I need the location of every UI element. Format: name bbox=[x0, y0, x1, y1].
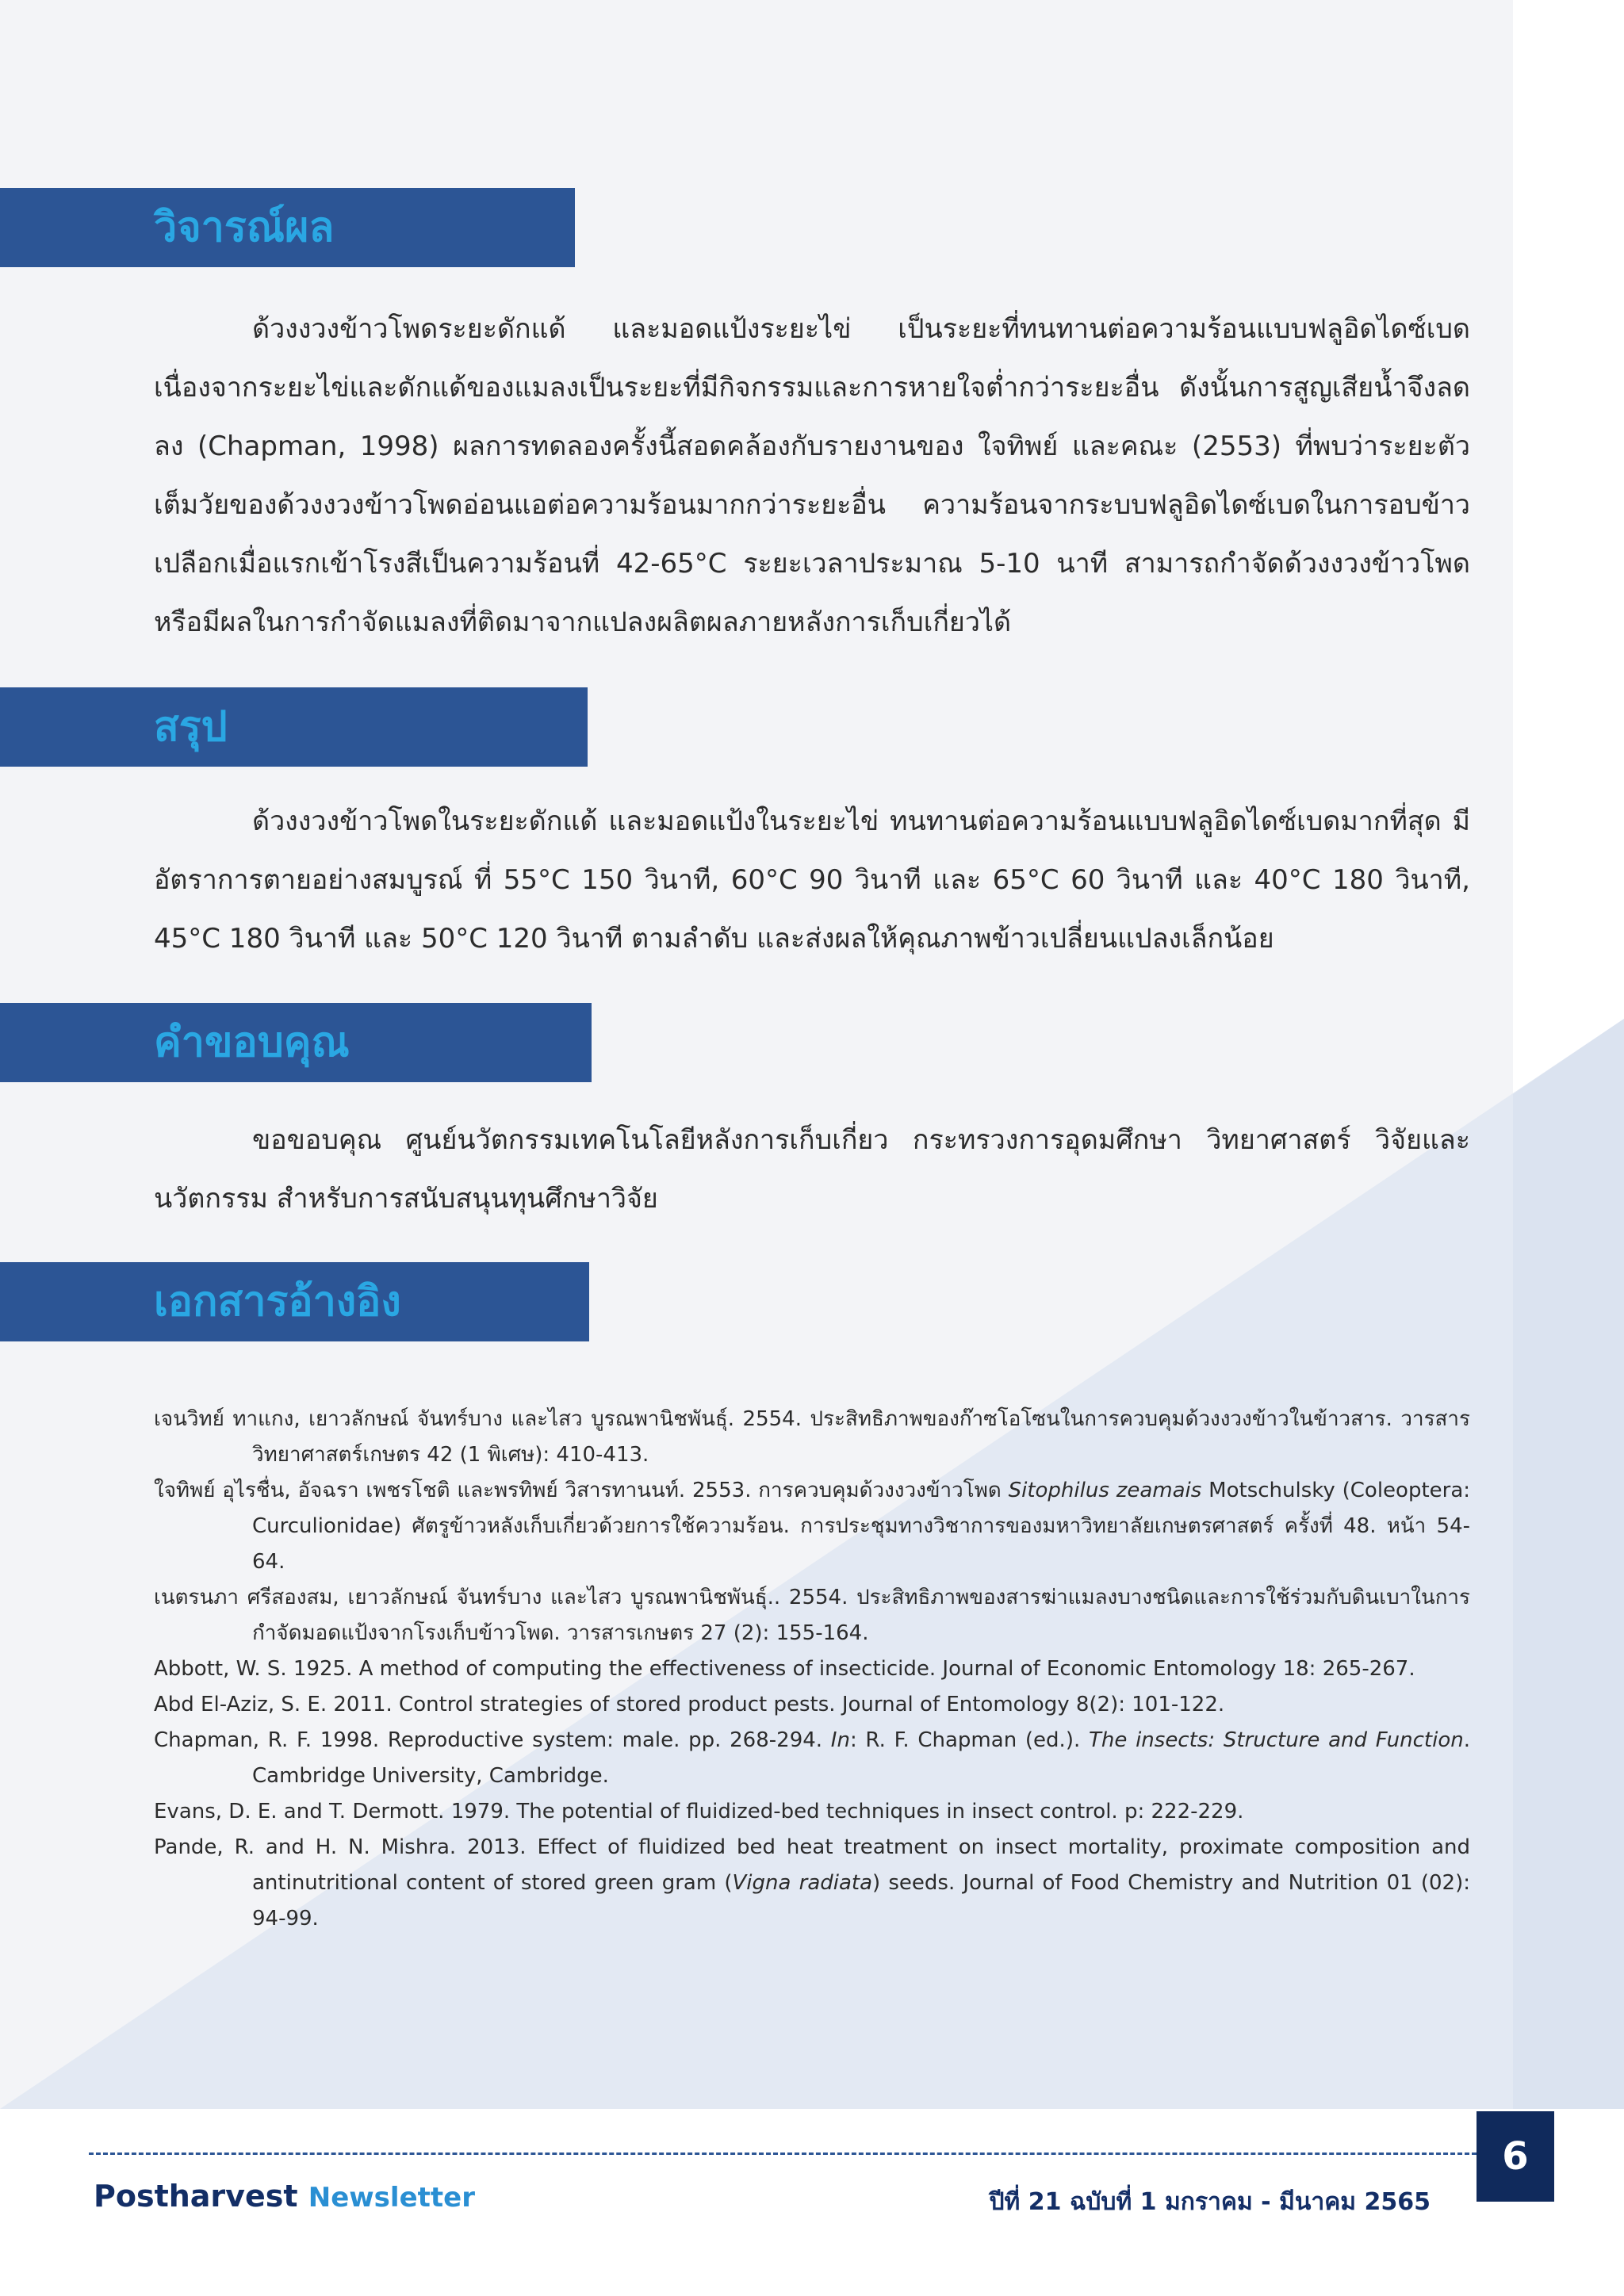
discussion-text: ด้วงงวงข้าวโพดระยะดักแด้ และมอดแป้งระยะไข่ เป็นระยะที่ทนทานต่อความร้อนแบบฟลูอิดไดซ์เบด เนื่องจากระยะไข่และดักแด้ของแมลงเป็นระยะที่มีกิจกรรมและการหายใจต่ำกว่าระยะอื่น ดังนั้นการสูญเสียน้ำจึงลดลง (Chapman, 1998) ผลการทดลองครั้งนี้สอดคล้องกับรายงานของ ใจทิพย์ และคณะ (2553) ที่พบว่าระยะตัวเต็มวัยของด้วงงวงข้าวโพดอ่อนแอต่อความร้อนมากกว่าระยะอื่น ความร้อนจากระบบฟลูอิดไดซ์เบดในการอบข้าวเปลือกเมื่อแรกเข้าโรงสีเป็นความร้อนที่ 42-65°C ระยะเวลาประมาณ 5-10 นาที สามารถกำจัดด้วงงวงข้าวโพดหรือมีผลในการกำจัดแมลงที่ติดมาจากแปลงผลิตผลภายหลังการเก็บเกี่ยวได้ bbox=[154, 313, 1470, 638]
section-bar-references bbox=[0, 1262, 589, 1341]
brand-main: Postharvest bbox=[94, 2179, 298, 2214]
issue-info: ปีที่ 21 ฉบับที่ 1 มกราคม - มีนาคม 2565 bbox=[989, 2188, 1431, 2216]
acknowledgement-paragraph bbox=[154, 1111, 1470, 1228]
newsletter-brand bbox=[94, 2179, 475, 2214]
reference-item: Chapman, R. F. 1998. Reproductive system: male. pp. 268-294. In: R. F. Chapman (ed.). The insects: Structure and Function. Cambridge University, Cambridge. bbox=[154, 1728, 1470, 1788]
section-title-acknowledgement: คำขอบคุณ bbox=[154, 1019, 350, 1066]
reference-item: Pande, R. and H. N. Mishra. 2013. Effect of fluidized bed heat treatment on insect mortality, proximate composition and antinutritional content of stored green gram (Vigna radiata) seeds. Journal of Food Chemistry and Nutrition 01 (02): 94-99. bbox=[154, 1835, 1470, 1931]
brand-sub: Newsletter bbox=[308, 2182, 475, 2214]
discussion-paragraph bbox=[154, 300, 1470, 652]
footer-divider bbox=[89, 2152, 1477, 2155]
reference-item: ใจทิพย์ อุไรชื่น, อัจฉรา เพชรโชติ และพรทิพย์ วิสารทานนท์. 2553. การควบคุมด้วงงวงข้าวโพด Sitophilus zeamais Motschulsky (Coleoptera: Curculionidae) ศัตรูข้าวหลังเก็บเกี่ยวด้วยการใช้ความร้อน. การประชุมทางวิชาการของมหาวิทยาลัยเกษตรศาสตร์ ครั้งที่ 48. หน้า 54-64. bbox=[154, 1479, 1471, 1574]
reference-item: เนตรนภา ศรีสองสม, เยาวลักษณ์ จันทร์บาง และไสว บูรณพานิชพันธุ์.. 2554. ประสิทธิภาพของสารฆ่าแมลงบางชนิดและการใช้ร่วมกับดินเบาในการกำจัดมอดแป้งจากโรงเก็บข้าวโพด. วารสารเกษตร 27 (2): 155-164. bbox=[154, 1586, 1470, 1645]
conclusion-paragraph bbox=[154, 792, 1470, 968]
acknowledgement-text: ขอขอบคุณ ศูนย์นวัตกรรมเทคโนโลยีหลังการเก็บเกี่ยว กระทรวงการอุดมศึกษา วิทยาศาสตร์ วิจัยและนวัตกรรม สำหรับการสนับสนุนทุนศึกษาวิจัย bbox=[154, 1124, 1470, 1215]
reference-item: Abbott, W. S. 1925. A method of computing the effectiveness of insecticide. Journal of Economic Entomology 18: 265-267. bbox=[154, 1657, 1415, 1681]
section-title-discussion: วิจารณ์ผล bbox=[154, 204, 335, 251]
section-bar-conclusion bbox=[0, 687, 588, 767]
reference-list bbox=[154, 1402, 1470, 1937]
page-number: 6 bbox=[1477, 2111, 1554, 2202]
reference-item: Abd El-Aziz, S. E. 2011. Control strategies of stored product pests. Journal of Entomology 8(2): 101-122. bbox=[154, 1693, 1225, 1716]
reference-item: เจนวิทย์ ทาแกง, เยาวลักษณ์ จันทร์บาง และไสว บูรณพานิชพันธุ์. 2554. ประสิทธิภาพของก๊าซโอโซนในการควบคุมด้วงงวงข้าวในข้าวสาร. วารสารวิทยาศาสตร์เกษตร 42 (1 พิเศษ): 410-413. bbox=[154, 1407, 1470, 1467]
reference-item: Evans, D. E. and T. Dermott. 1979. The potential of fluidized-bed techniques in insect control. p: 222-229. bbox=[154, 1800, 1244, 1823]
conclusion-text: ด้วงงวงข้าวโพดในระยะดักแด้ และมอดแป้งในระยะไข่ ทนทานต่อความร้อนแบบฟลูอิดไดซ์เบดมากที่สุด มีอัตราการตายอย่างสมบูรณ์ ที่ 55°C 150 วินาที, 60°C 90 วินาที และ 65°C 60 วินาที และ 40°C 180 วินาที, 45°C 180 วินาที และ 50°C 120 วินาที ตามลำดับ และส่งผลให้คุณภาพข้าวเปลี่ยนแปลงเล็กน้อย bbox=[154, 806, 1470, 955]
section-bar-acknowledgement bbox=[0, 1003, 592, 1082]
section-title-references: เอกสารอ้างอิง bbox=[154, 1278, 401, 1326]
section-title-conclusion: สรุป bbox=[154, 703, 228, 751]
section-bar-discussion bbox=[0, 188, 575, 267]
